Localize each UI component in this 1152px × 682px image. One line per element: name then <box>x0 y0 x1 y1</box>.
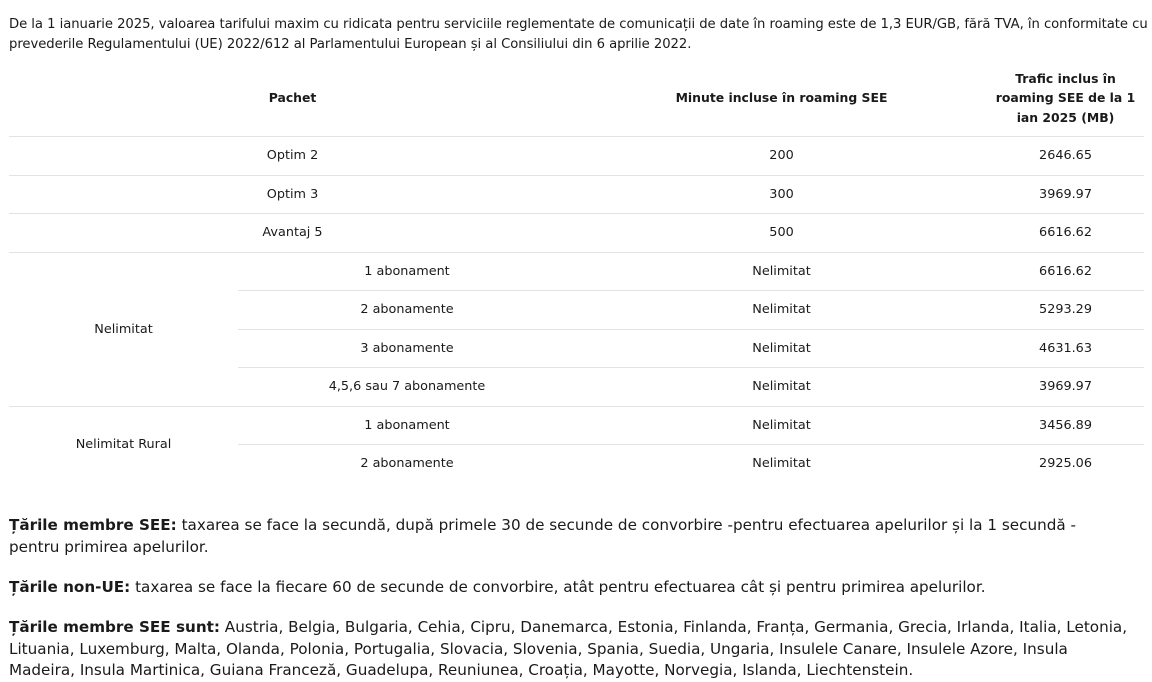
cell-pachet: Optim 3 <box>9 175 576 214</box>
cell-abonamente: 1 abonament <box>238 252 576 291</box>
note-non-ue-text: taxarea se face la fiecare 60 de secunde de convorbire, atât pentru efectuarea cât și pentru primirea apelurilor. <box>130 578 986 597</box>
cell-minute: 200 <box>576 137 987 176</box>
header-trafic: Trafic inclus în roaming SEE de la 1 ian 2025 (MB) <box>987 60 1144 137</box>
note-see-label: Țările membre SEE: <box>9 516 177 535</box>
cell-trafic: 4631.63 <box>987 329 1144 368</box>
note-countries-text: Austria, Belgia, Bulgaria, Cehia, Cipru, Danemarca, Estonia, Finlanda, Franța, Germania, Grecia, Irlanda, Italia, Letonia, Lituania, Luxemburg, Malta, Olanda, Polonia, Portugalia, Slovacia, Slovenia, Spania, Suedia, Ungaria, Insulele Canare, Insulele Azore, Insula Madeira, Insula Martinica, Guiana Franceză, Guadelupa, Reuniunea, Croația, Mayotte, Norvegia, Islanda, Liechtenstein. <box>9 618 1128 680</box>
roaming-tariff-table <box>9 60 1144 483</box>
cell-minute: Nelimitat <box>576 291 987 330</box>
cell-abonamente: 2 abonamente <box>360 456 454 472</box>
cell-abonamente: 2 abonamente <box>238 291 576 330</box>
cell-trafic: 2646.65 <box>987 137 1144 176</box>
cell-minute: Nelimitat <box>752 456 811 472</box>
cell-minute: 300 <box>576 175 987 214</box>
cell-trafic: 6616.62 <box>987 252 1144 291</box>
cell-trafic: 6616.62 <box>987 214 1144 253</box>
cell-abonamente: 1 abonament <box>238 406 576 445</box>
note-countries-label: Țările membre SEE sunt: <box>9 618 220 637</box>
table-row <box>9 214 1144 253</box>
note-see-countries <box>9 617 1129 682</box>
header-pachet: Pachet <box>9 60 576 137</box>
table-row <box>9 137 1144 176</box>
cell-minute: Nelimitat <box>576 252 987 291</box>
cell-trafic: 3969.97 <box>987 368 1144 407</box>
note-see-text: taxarea se face la secundă, după primele 30 de secunde de convorbire -pentru efectuarea apelurilor și la 1 secundă - pentru primirea apelurilor. <box>9 516 1076 556</box>
cell-pachet: Optim 2 <box>9 137 576 176</box>
note-non-ue-charging <box>9 577 1129 599</box>
table-header-row <box>9 60 1144 137</box>
cell-abonamente: 4,5,6 sau 7 abonamente <box>238 368 576 407</box>
cell-trafic: 3456.89 <box>987 406 1144 445</box>
cell-minute: 500 <box>576 214 987 253</box>
cell-minute: Nelimitat <box>576 406 987 445</box>
cell-pachet: Avantaj 5 <box>9 214 576 253</box>
cell-group-nelimitat-rural: Nelimitat Rural <box>75 437 172 452</box>
table-row <box>9 406 1144 445</box>
cell-minute: Nelimitat <box>576 329 987 368</box>
header-minute: Minute incluse în roaming SEE <box>576 60 987 137</box>
table-row <box>9 252 1144 291</box>
cell-trafic: 5293.29 <box>987 291 1144 330</box>
cell-trafic: 2925.06 <box>1039 456 1092 472</box>
table-row <box>9 175 1144 214</box>
note-see-charging <box>9 515 1129 558</box>
cell-abonamente: 3 abonamente <box>238 329 576 368</box>
cell-minute: Nelimitat <box>576 368 987 407</box>
intro-paragraph: De la 1 ianuarie 2025, valoarea tarifului maxim cu ridicata pentru serviciile reglementate de comunicații de date în roaming este de 1,3 EUR/GB, fără TVA, în conformitate cu prevederile Regulamentului (UE) 2022/612 al Parlamentului European și al Consiliului din 6 aprilie 2022. <box>9 17 1148 53</box>
note-non-ue-label: Țările non-UE: <box>9 578 131 597</box>
cell-group-nelimitat: Nelimitat <box>9 252 238 406</box>
cell-trafic: 3969.97 <box>987 175 1144 214</box>
